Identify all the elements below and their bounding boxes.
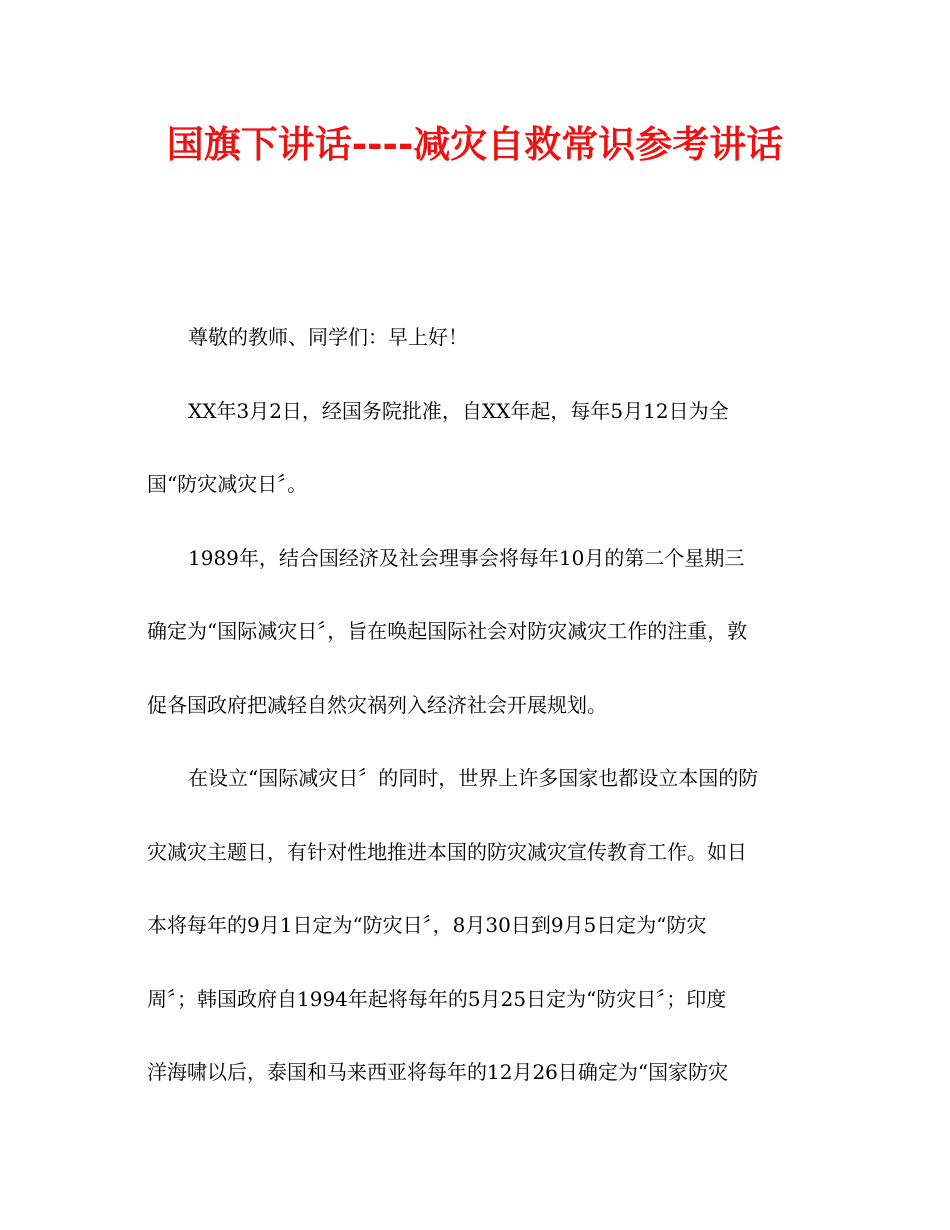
paragraph-line: 周〞；韩国政府自1994年起将每年的5月25日定为“防灾日〞；印度 xyxy=(147,986,727,1011)
paragraph-line: 促各国政府把减轻自然灾祸列入经济社会开展规划。 xyxy=(147,692,607,717)
paragraph-line: 灾减灾主题日，有针对性地推进本国的防灾减灾宣传教育工作。如日 xyxy=(147,839,747,864)
paragraph-line-greeting: 尊敬的教师、同学们：早上好！ xyxy=(188,325,468,349)
paragraph-line: 本将每年的9月1日定为“防灾日〞，8月30日到9月5日定为“防灾 xyxy=(147,913,707,937)
paragraph-line: 国“防灾减灾日〞。 xyxy=(147,472,308,496)
paragraph-line: 在设立“国际减灾日〞的同时，世界上许多国家也都设立本国的防 xyxy=(188,766,759,790)
document-title: 国旗下讲话----减灾自救常识参考讲话 xyxy=(166,123,784,166)
paragraph-line: 洋海啸以后，泰国和马来西亚将每年的12月26日确定为“国家防灾 xyxy=(147,1060,729,1084)
paragraph-line: 1989年，结合国经济及社会理事会将每年10月的第二个星期三 xyxy=(188,545,745,570)
document-body xyxy=(147,318,812,1127)
paragraph-line: XX年3月2日，经国务院批准，自XX年起，每年5月12日为全 xyxy=(188,398,729,423)
paragraph-line: 确定为“国际减灾日〞，旨在唤起国际社会对防灾减灾工作的注重，敦 xyxy=(147,619,748,643)
